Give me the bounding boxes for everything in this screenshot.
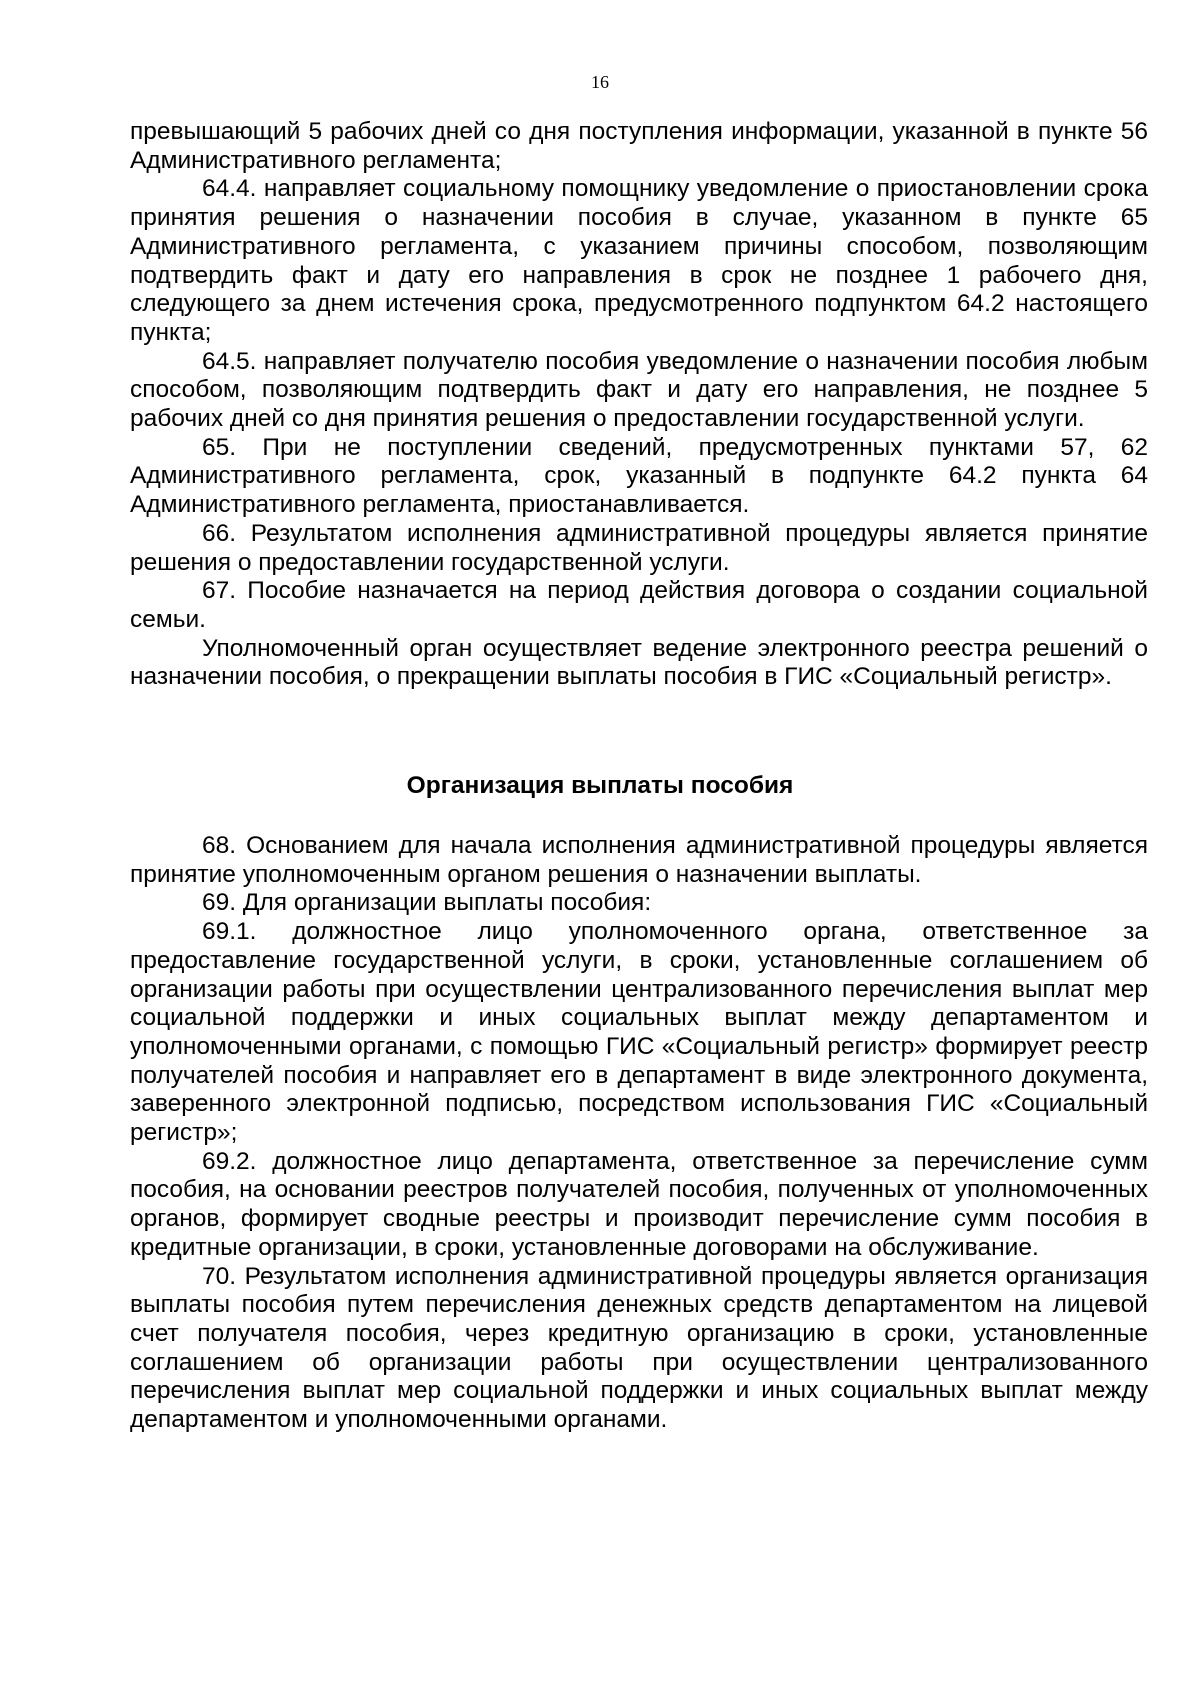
paragraph-65: 65. При не поступлении сведений, предусмотренных пунктами 57, 62 Административного регламента, срок, указанный в подпункте 64.2 пункта 64 Административного регламента, приостанавливается.	[130, 433, 1148, 519]
paragraph-69: 69. Для организации выплаты пособия:	[202, 889, 652, 917]
paragraph-64-4: 64.4. направляет социальному помощнику уведомление о приостановлении срока принятия решения о назначении пособия в случае, указанном в пункте 65 Административного регламента, с указанием причины способом, позволяющим подтвердить факт и дату его направления в срок не позднее 1 рабочего дня, следующего за днем истечения срока, предусмотренного подпунктом 64.2 настоящего пункта;	[130, 175, 1148, 346]
paragraph-69-2: 69.2. должностное лицо департамента, ответственное за перечисление сумм пособия, на основании реестров получателей пособия, полученных от уполномоченных органов, формирует сводные реестры и производит перечисление сумм пособия в кредитные организации, в сроки, установленные договорами на обслуживание.	[130, 1147, 1148, 1261]
paragraph-64-5: 64.5. направляет получателю пособия уведомление о назначении пособия любым способом, позволяющим подтвердить факт и дату его направления, не позднее 5 рабочих дней со дня принятия решения о предоставлении государственной услуги.	[130, 347, 1148, 433]
paragraph-68: 68. Основанием для начала исполнения административной процедуры является принятие уполномоченным органом решения о назначении выплаты.	[130, 832, 1148, 888]
page-number: 16	[591, 72, 609, 92]
text-block-top	[130, 118, 1148, 692]
section-heading: Организация выплаты пособия	[406, 772, 794, 799]
paragraph-70: 70. Результатом исполнения административной процедуры является организация выплаты пособия путем перечисления денежных средств департаментом на лицевой счет получателя пособия, через кредитную организацию в сроки, установленные соглашением об организации работы при осуществлении централизованного перечисления выплат мер социальной поддержки и иных социальных выплат между департаментом и уполномоченными органами.	[130, 1262, 1148, 1434]
paragraph-continuation: превышающий 5 рабочих дней со дня поступления информации, указанной в пункте 56 Административного регламента;	[130, 118, 1148, 174]
paragraph-69-1: 69.1. должностное лицо уполномоченного органа, ответственное за предоставление государственной услуги, в сроки, установленные соглашением об организации работы при осуществлении централизованного перечисления выплат мер социальной поддержки и иных социальных выплат между департаментом и уполномоченными органами, с помощью ГИС «Социальный регистр» формирует реестр получателей пособия и направляет его в департамент в виде электронного документа, заверенного электронной подписью, посредством использования ГИС «Социальный регистр»;	[130, 918, 1148, 1147]
paragraph-registry: Уполномоченный орган осуществляет ведение электронного реестра решений о назначении пособия, о прекращении выплаты пособия в ГИС «Социальный регистр».	[130, 634, 1148, 691]
paragraph-66: 66. Результатом исполнения административной процедуры является принятие решения о предоставлении государственной услуги.	[130, 519, 1148, 576]
text-block-bottom	[130, 832, 1148, 1435]
paragraph-67: 67. Пособие назначается на период действия договора о создании социальной семьи.	[130, 577, 1148, 633]
